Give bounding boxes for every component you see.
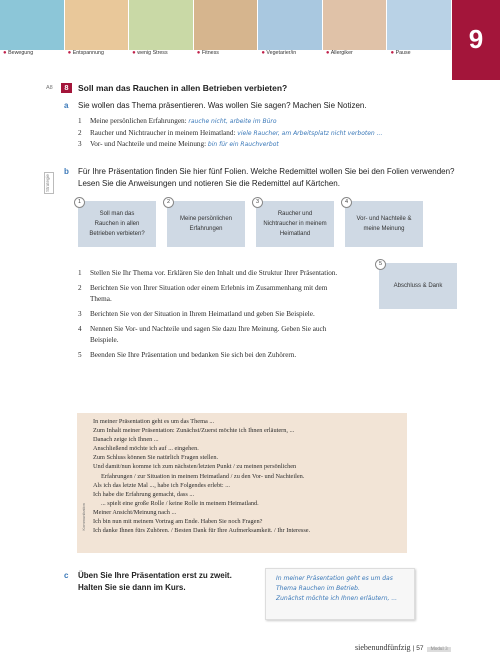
part-a-letter: a	[64, 101, 69, 110]
redemittel-line: Anschließend möchte ich auf ... eingehen.	[93, 445, 199, 453]
header-tag: ● Vegetarier/in	[261, 50, 297, 56]
header-image-3	[129, 0, 194, 50]
step-item: 1 Stellen Sie Ihr Thema vor. Erklären Sie den Inhalt und die Struktur Ihrer Präsentation.	[78, 269, 338, 277]
strategy-label: Strategie	[44, 172, 54, 194]
slide-number: 5	[375, 259, 386, 270]
note-item: 1 Meine persönlichen Erfahrungen: rauche nicht, arbeite im Büro	[78, 117, 277, 125]
redemittel-line: Ich danke Ihnen fürs Zuhören. / Besten Dank für Ihre Aufmerksamkeit. / Ihr Interesse.	[93, 527, 311, 535]
header-image-strip	[0, 0, 452, 50]
note-item: 2 Raucher und Nichtraucher in meinem Heimatland: viele Raucher, am Arbeitsplatz nicht verboten ...	[78, 128, 383, 137]
redemittel-line: Ich habe die Erfahrung gemacht, dass ...	[93, 490, 195, 498]
note-item: 3 Vor- und Nachteile und meine Meinung: bin für ein Rauchverbot	[78, 140, 279, 148]
chapter-number: 9	[452, 0, 500, 80]
redemittel-line: In meiner Präsentation geht es um das Thema ...	[93, 418, 215, 425]
footer-separator: |	[412, 645, 415, 652]
slide-text: Meine persönlichen Erfahrungen	[179, 216, 233, 232]
redemittel-line: Erfahrungen / zur Situation in meinem Heimatland / zu den Vor- und Nachteilen.	[101, 472, 305, 480]
page-footer	[355, 643, 451, 652]
slide-text: Raucher und Nichtraucher in meinem Heimatland	[263, 211, 327, 237]
slide-text: Abschluss & Dank	[393, 283, 443, 289]
redemittel-label: Kommunikation	[81, 503, 86, 531]
step-item: 2 Berichten Sie von Ihrer Situation oder einem Erlebnis im Zusammenhang mit dem Thema.	[78, 284, 328, 303]
header-tag: ● Pause	[390, 50, 411, 56]
header-image-2	[65, 0, 130, 50]
part-c-letter: c	[64, 571, 69, 580]
page-number-word: siebenundfünfzig	[355, 643, 411, 652]
header-tag: ● Fitness	[196, 50, 219, 56]
part-a-instruction: Sie wollen das Thema präsentieren. Was wollen Sie sagen? Machen Sie Notizen.	[78, 101, 367, 110]
header-image-4	[194, 0, 259, 50]
slide-number: 2	[163, 197, 174, 208]
slide-card	[167, 201, 245, 247]
part-b-instruction: Für Ihre Präsentation finden Sie hier fünf Folien. Welche Redemittel wollen Sie bei den Folien verwenden? Lesen Sie die Anweisungen und notieren Sie die Redemittel auf Kärtchen.	[78, 167, 455, 188]
header-tag: ● Bewegung	[3, 50, 34, 56]
part-c-line: Halten Sie sie dann im Kurs.	[78, 582, 186, 592]
task-number-badge: 8	[61, 83, 72, 93]
slide-text: Soll man das Rauchen in allen Betrieben verbieten?	[89, 211, 145, 237]
header-image-5	[258, 0, 323, 50]
slide-number: 1	[74, 197, 85, 208]
redemittel-box	[77, 413, 407, 553]
notes-list	[78, 116, 382, 151]
slide-card	[345, 201, 423, 247]
slide-card	[78, 201, 156, 247]
example-note-card	[265, 568, 415, 620]
slide-number: 3	[252, 197, 263, 208]
slide-text: Vor- und Nachteile & meine Meinung	[356, 216, 412, 232]
handwritten-answer: bin für ein Rauchverbot	[207, 141, 279, 148]
step-item: 4 Nennen Sie Vor- und Nachteile und sagen Sie dazu Ihre Meinung. Geben Sie auch Beispiele.	[78, 325, 327, 344]
card-line: Thema Rauchen im Betrieb.	[276, 585, 360, 592]
slide-card	[256, 201, 334, 247]
task-title: Soll man das Rauchen in allen Betrieben verbieten?	[78, 83, 288, 93]
handwritten-answer: rauche nicht, arbeite im Büro	[188, 118, 277, 125]
header-tag: ● Allergiker	[325, 50, 353, 56]
redemittel-line: Zum Schluss können Sie natürlich Fragen stellen.	[93, 454, 219, 462]
redemittel-line: Ich bin nun mit meinem Vortrag am Ende. Haben Sie noch Fragen?	[93, 518, 263, 526]
redemittel-line: Meiner Ansicht/Meinung nach ...	[93, 508, 177, 516]
header-tags	[0, 50, 452, 62]
step-item: 3 Berichten Sie von der Situation in Ihrem Heimatland und geben Sie Beispiele.	[78, 310, 315, 318]
page-number: 57	[416, 645, 424, 652]
step-item: 5 Beenden Sie Ihre Präsentation und bedanken Sie sich bei den Zuhörern.	[78, 351, 297, 359]
card-line: Zunächst möchte ich Ihnen erläutern, ...	[276, 595, 398, 602]
part-b-letter: b	[64, 167, 69, 176]
part-c-instruction	[78, 570, 258, 593]
steps-list	[78, 268, 348, 365]
redemittel-line: Und damit/nun komme ich zum nächsten/letzten Punkt / zu meinen persönlichen	[93, 463, 297, 471]
slide-card	[379, 263, 457, 309]
handwritten-answer: viele Raucher, am Arbeitsplatz nicht verboten ...	[237, 129, 383, 137]
redemittel-line: Als ich das letzte Mal ..., habe ich Folgendes erlebt: ...	[93, 481, 230, 489]
module-tag: Modul 3	[427, 647, 450, 652]
card-line: In meiner Präsentation geht es um das	[276, 575, 393, 582]
header-image-1	[0, 0, 65, 50]
header-image-7	[387, 0, 452, 50]
redemittel-line: Danach zeige ich Ihnen ...	[93, 436, 159, 444]
redemittel-line: Zum Inhalt meiner Präsentation: Zunächst/Zuerst möchte ich Ihnen erläutern, ...	[93, 427, 295, 435]
redemittel-line: ... spielt eine große Rolle / keine Rolle in meinem Heimatland.	[101, 499, 259, 507]
part-c-line: Üben Sie Ihre Präsentation erst zu zweit.	[78, 571, 232, 580]
header-tag: ● wenig Stress	[132, 50, 168, 56]
task-reference: A8	[46, 85, 53, 91]
slide-number: 4	[341, 197, 352, 208]
header-image-6	[323, 0, 388, 50]
header-tag: ● Entspannung	[67, 50, 104, 56]
